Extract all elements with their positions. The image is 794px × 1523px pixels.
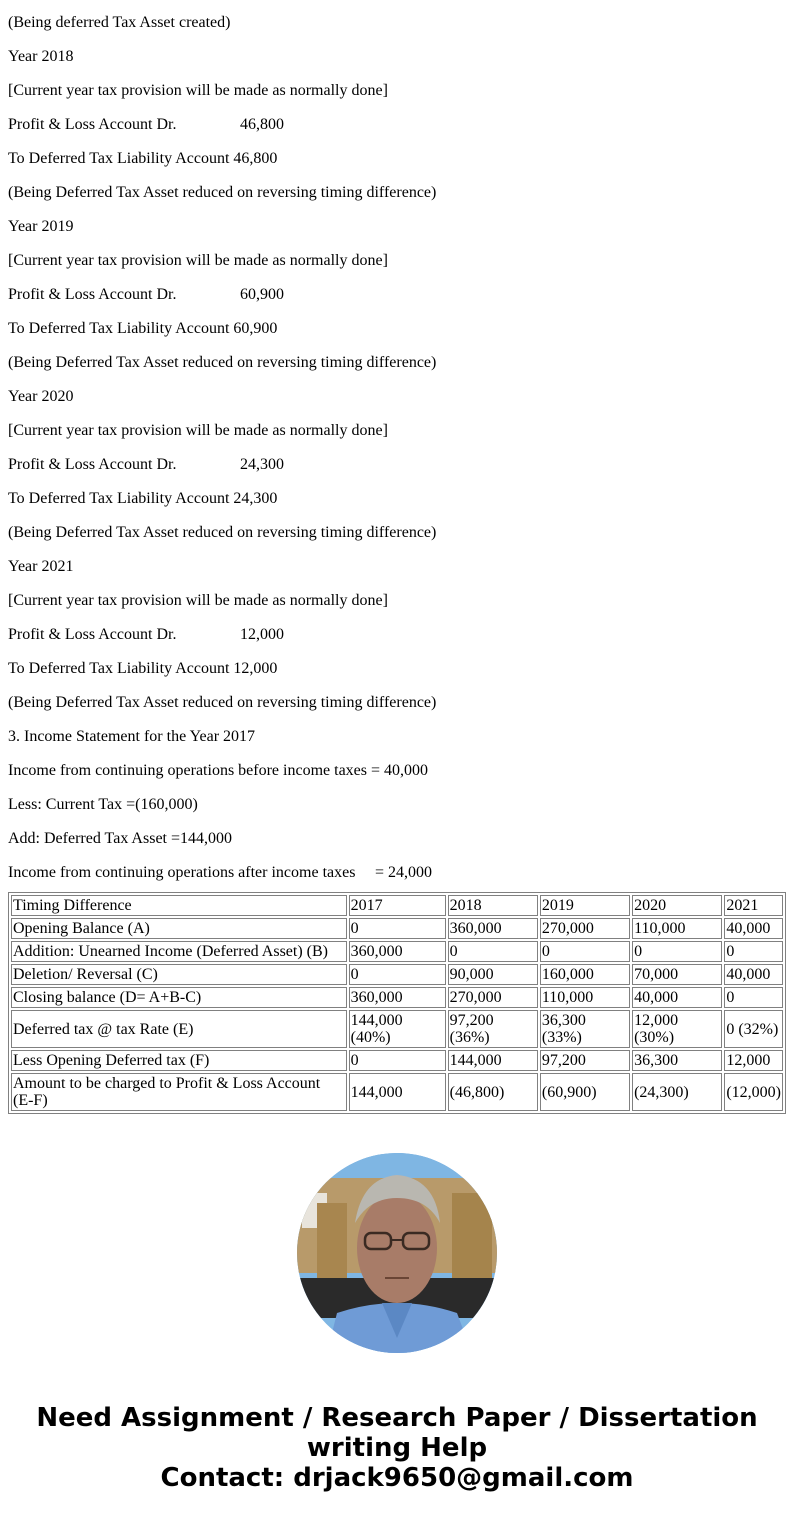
- promo-line-1: Need Assignment / Research Paper / Dissertation: [36, 1403, 758, 1433]
- paragraph: (Being Deferred Tax Asset reduced on reversing timing difference): [8, 354, 437, 371]
- value-cell: 40,000: [724, 918, 783, 939]
- paragraph: To Deferred Tax Liability Account 60,900: [8, 320, 278, 337]
- line-amount: 60,900: [240, 286, 284, 303]
- value-cell: 144,000: [349, 1073, 446, 1111]
- value-cell: 97,200 (36%): [448, 1010, 538, 1048]
- paragraph: [Current year tax provision will be made as normally done]: [8, 592, 388, 609]
- promo-line-2: writing Help: [306, 1433, 488, 1463]
- value-cell: 110,000: [540, 987, 630, 1008]
- value-cell: 12,000: [724, 1050, 783, 1071]
- value-cell: 360,000: [349, 987, 446, 1008]
- paragraph: Less: Current Tax =(160,000): [8, 796, 198, 813]
- line-label: Income from continuing operations after income taxes: [8, 864, 356, 881]
- line-amount: = 24,000: [375, 864, 433, 881]
- line-label: Profit & Loss Account Dr.: [8, 456, 177, 473]
- paragraph: [Current year tax provision will be made as normally done]: [8, 252, 388, 269]
- promo-contact-email: Contact: drjack9650@gmail.com: [160, 1463, 634, 1493]
- paragraph: To Deferred Tax Liability Account 12,000: [8, 660, 278, 677]
- row-label-cell: Opening Balance (A): [11, 918, 347, 939]
- row-label-cell: Deletion/ Reversal (C): [11, 964, 347, 985]
- table-row: [11, 964, 783, 985]
- value-cell: 0: [724, 941, 783, 962]
- value-cell: (24,300): [632, 1073, 722, 1111]
- table-row: [11, 941, 783, 962]
- value-cell: 2019: [540, 895, 630, 916]
- journal-line-with-amount: [8, 442, 786, 476]
- paragraph: Add: Deferred Tax Asset =144,000: [8, 830, 233, 847]
- value-cell: 360,000: [448, 918, 538, 939]
- line-label: Profit & Loss Account Dr.: [8, 116, 177, 133]
- paragraph: (Being Deferred Tax Asset reduced on reversing timing difference): [8, 694, 437, 711]
- paragraph: Year 2021: [8, 558, 74, 575]
- row-label-cell: Timing Difference: [11, 895, 347, 916]
- value-cell: 0: [448, 941, 538, 962]
- paragraph: [Current year tax provision will be made as normally done]: [8, 422, 388, 439]
- row-label-cell: Closing balance (D= A+B-C): [11, 987, 347, 1008]
- value-cell: 0: [349, 1050, 446, 1071]
- table-row: [11, 918, 783, 939]
- value-cell: 110,000: [632, 918, 722, 939]
- value-cell: 97,200: [540, 1050, 630, 1071]
- journal-line-with-amount: [8, 272, 786, 306]
- paragraph: Year 2018: [8, 48, 74, 65]
- paragraph: Income from continuing operations before income taxes = 40,000: [8, 762, 429, 779]
- paragraph: To Deferred Tax Liability Account 46,800: [8, 150, 278, 167]
- line-amount: 12,000: [240, 626, 284, 643]
- value-cell: 2018: [448, 895, 538, 916]
- value-cell: 70,000: [632, 964, 722, 985]
- journal-line-with-amount: [8, 612, 786, 646]
- author-photo-container: [0, 1153, 794, 1353]
- value-cell: 0: [349, 964, 446, 985]
- value-cell: 90,000: [448, 964, 538, 985]
- row-label-cell: Amount to be charged to Profit & Loss Account (E-F): [11, 1073, 347, 1111]
- value-cell: 40,000: [724, 964, 783, 985]
- value-cell: 36,300 (33%): [540, 1010, 630, 1048]
- table-row: [11, 1073, 783, 1111]
- journal-entries: [8, 0, 786, 884]
- value-cell: 270,000: [540, 918, 630, 939]
- journal-line-with-amount: [8, 850, 786, 884]
- paragraph: (Being deferred Tax Asset created): [8, 14, 231, 31]
- table-row: [11, 1050, 783, 1071]
- line-label: Profit & Loss Account Dr.: [8, 286, 177, 303]
- paragraph: To Deferred Tax Liability Account 24,300: [8, 490, 278, 507]
- value-cell: 0: [349, 918, 446, 939]
- author-avatar: [297, 1153, 497, 1353]
- timing-difference-table: [8, 892, 786, 1114]
- value-cell: 12,000 (30%): [632, 1010, 722, 1048]
- value-cell: 0: [724, 987, 783, 1008]
- table-row: [11, 1010, 783, 1048]
- row-label-cell: Less Opening Deferred tax (F): [11, 1050, 347, 1071]
- value-cell: 144,000: [448, 1050, 538, 1071]
- value-cell: 2020: [632, 895, 722, 916]
- paragraph: (Being Deferred Tax Asset reduced on reversing timing difference): [8, 184, 437, 201]
- promo-banner: [0, 1403, 794, 1493]
- portrait-image-icon: [297, 1153, 497, 1353]
- line-label: Profit & Loss Account Dr.: [8, 626, 177, 643]
- value-cell: 2021: [724, 895, 783, 916]
- row-label-cell: Addition: Unearned Income (Deferred Asset) (B): [11, 941, 347, 962]
- value-cell: 0 (32%): [724, 1010, 783, 1048]
- line-amount: 24,300: [240, 456, 284, 473]
- table-header-row: [11, 895, 783, 916]
- journal-line-with-amount: [8, 102, 786, 136]
- paragraph: (Being Deferred Tax Asset reduced on reversing timing difference): [8, 524, 437, 541]
- value-cell: 160,000: [540, 964, 630, 985]
- value-cell: 0: [540, 941, 630, 962]
- value-cell: 144,000 (40%): [349, 1010, 446, 1048]
- value-cell: 270,000: [448, 987, 538, 1008]
- value-cell: 40,000: [632, 987, 722, 1008]
- value-cell: (60,900): [540, 1073, 630, 1111]
- value-cell: 360,000: [349, 941, 446, 962]
- paragraph: [Current year tax provision will be made as normally done]: [8, 82, 388, 99]
- line-amount: 46,800: [240, 116, 284, 133]
- paragraph: 3. Income Statement for the Year 2017: [8, 728, 256, 745]
- table-row: [11, 987, 783, 1008]
- paragraph: Year 2020: [8, 388, 74, 405]
- value-cell: (46,800): [448, 1073, 538, 1111]
- row-label-cell: Deferred tax @ tax Rate (E): [11, 1010, 347, 1048]
- value-cell: 2017: [349, 895, 446, 916]
- paragraph: Year 2019: [8, 218, 74, 235]
- value-cell: 0: [632, 941, 722, 962]
- value-cell: 36,300: [632, 1050, 722, 1071]
- value-cell: (12,000): [724, 1073, 783, 1111]
